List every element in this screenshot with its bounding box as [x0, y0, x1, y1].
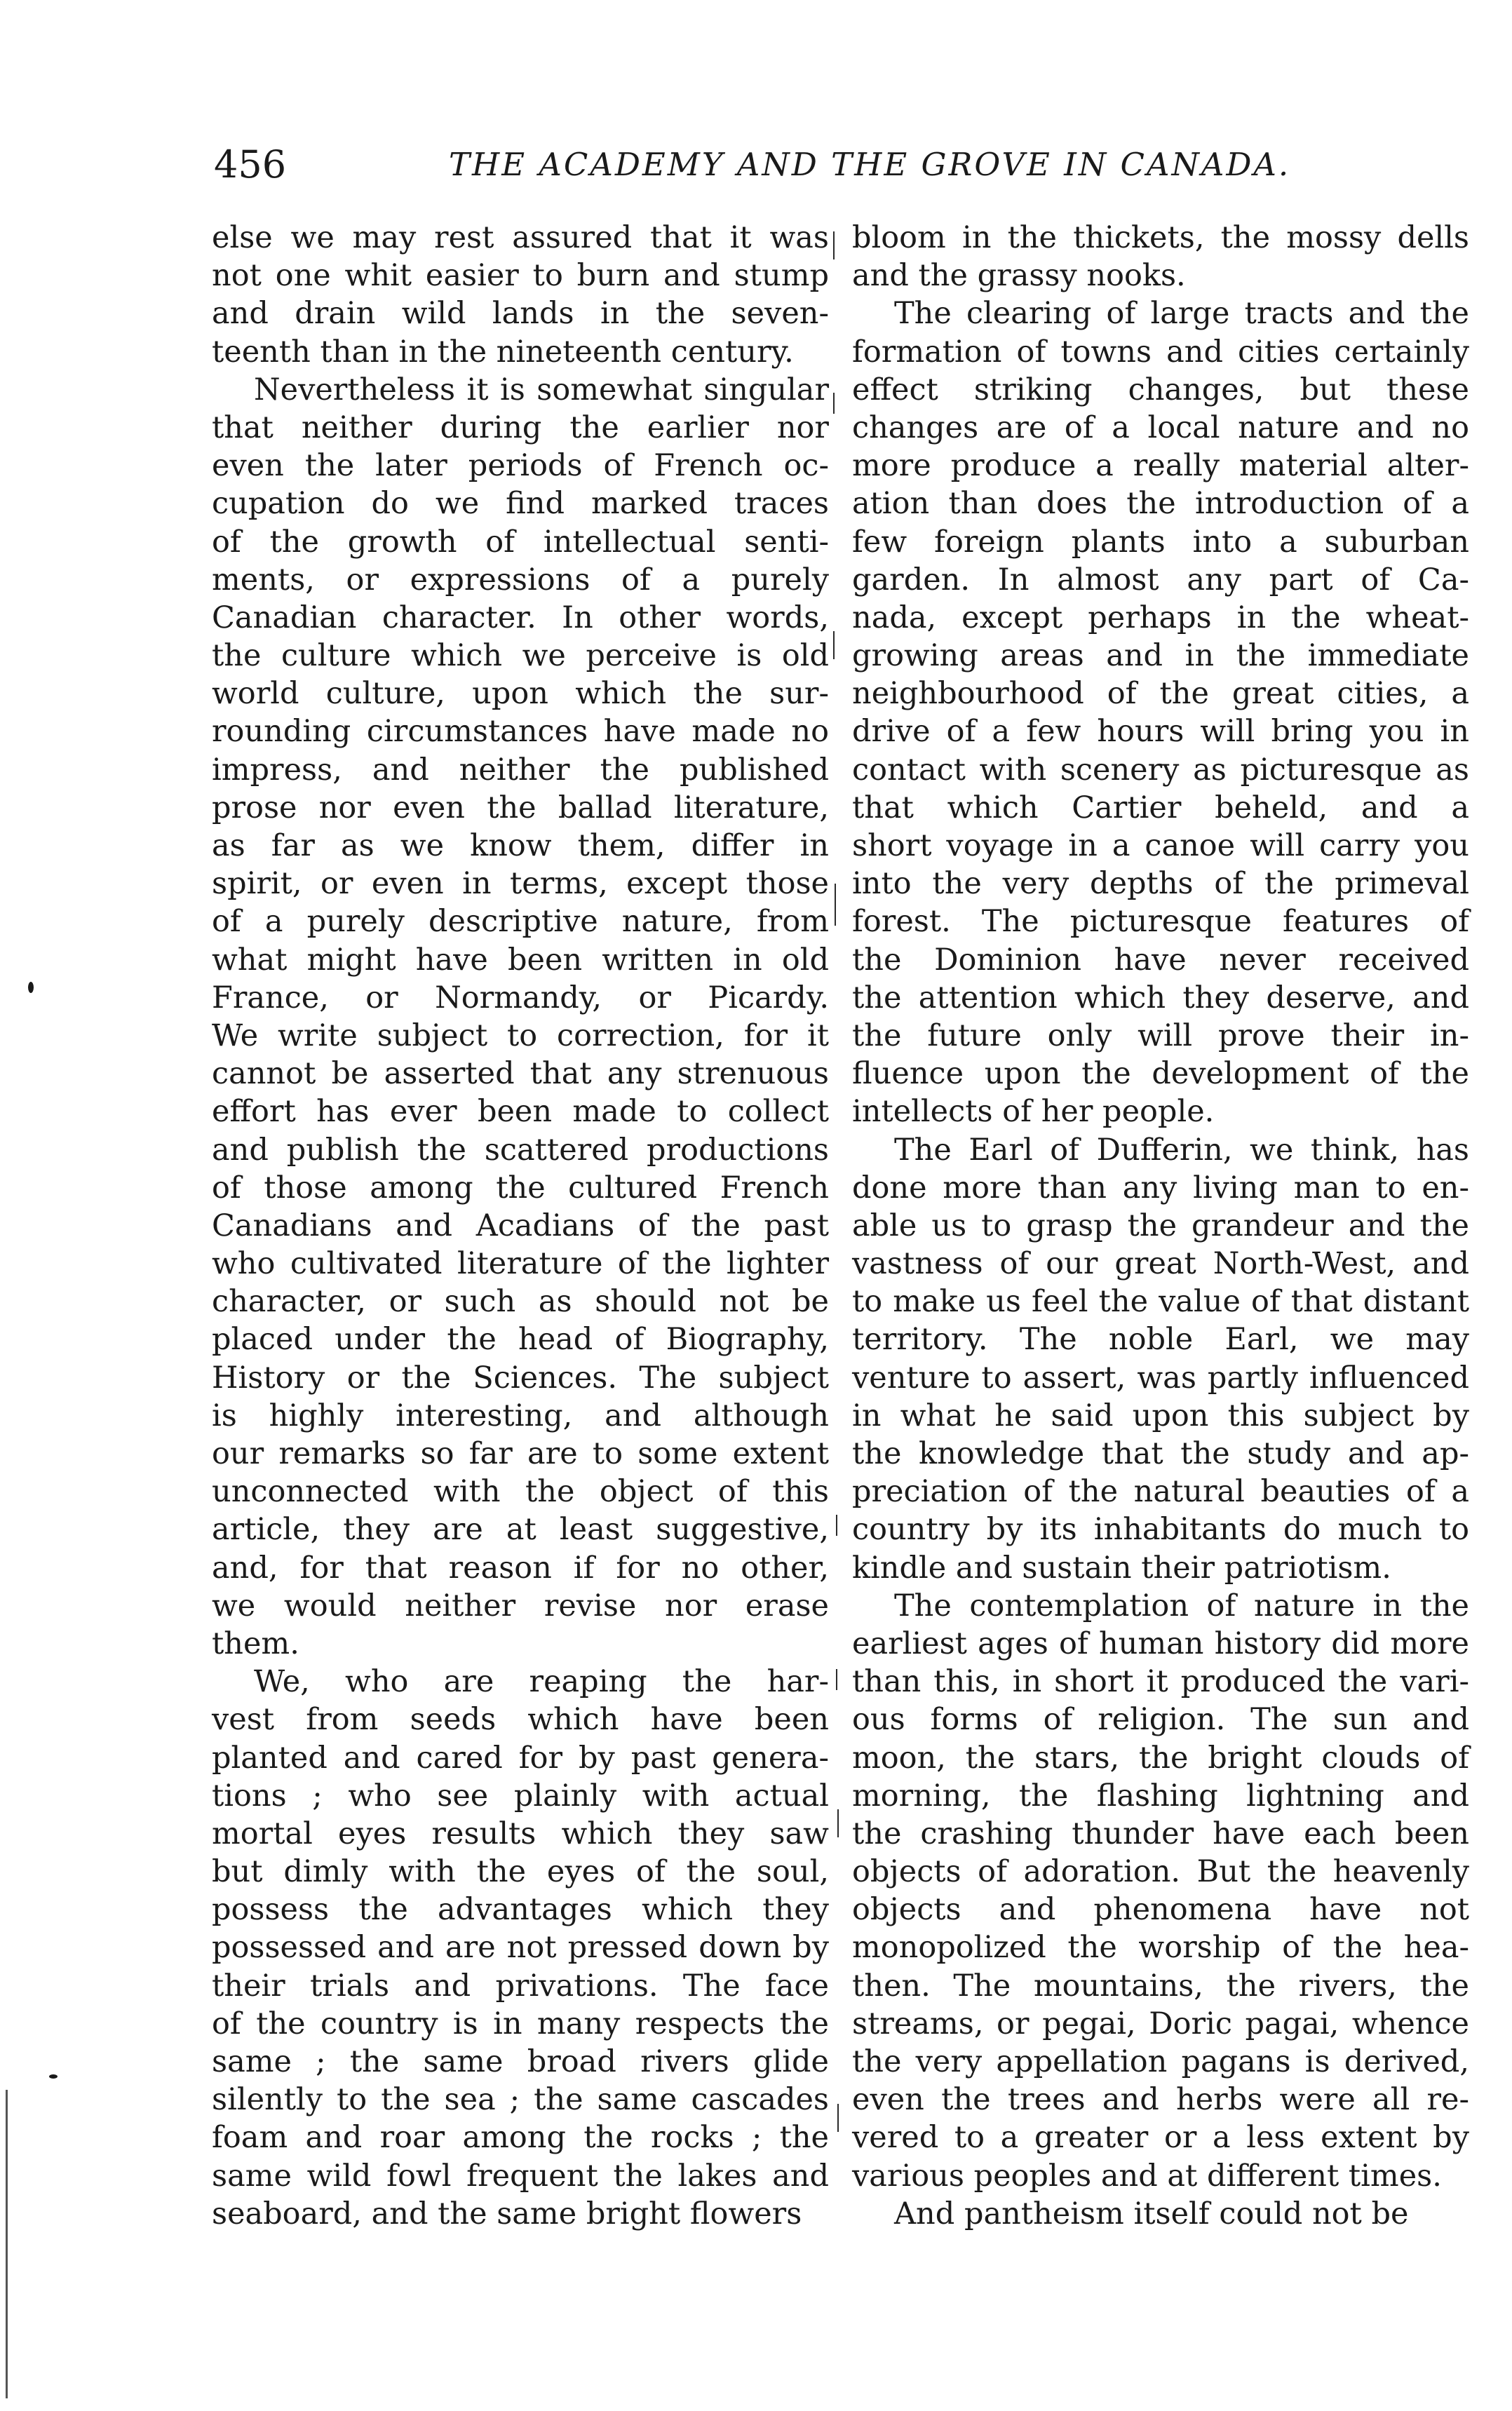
text-line: intellects of her people. — [852, 1094, 1215, 1130]
text-line: the crashing thunder have each been — [852, 1816, 1469, 1851]
text-line: objects of adoration. But the heavenly — [852, 1854, 1469, 1890]
text-line: what might have been written in old — [212, 942, 829, 978]
text-line: their trials and privations. The face — [212, 1968, 829, 2004]
text-line: changes are of a local nature and no — [852, 410, 1469, 445]
page-edge-mark — [6, 2090, 8, 2398]
text-line: who cultivated literature of the lighter — [212, 1246, 829, 1282]
text-line: bloom in the thickets, the mossy dells — [852, 220, 1469, 255]
text-line: to make us feel the value of that distant — [852, 1284, 1469, 1320]
text-line: silently to the sea ; the same cascades — [212, 2082, 829, 2118]
text-line: fluence upon the development of the — [852, 1056, 1469, 1092]
text-line: kindle and sustain their patriotism. — [852, 1550, 1391, 1586]
text-line: Canadian character. In other words, — [212, 600, 829, 635]
text-line: formation of towns and cities certainly — [852, 334, 1469, 370]
column-rule-mark — [837, 2104, 839, 2132]
text-line: Canadians and Acadians of the past — [212, 1208, 829, 1243]
text-line: that which Cartier beheld, and a — [852, 790, 1469, 825]
text-line: tions ; who see plainly with actual — [212, 1778, 829, 1814]
text-line: possessed and are not pressed down by — [212, 1930, 829, 1966]
text-line: unconnected with the object of this — [212, 1474, 829, 1510]
text-line: the Dominion have never received — [852, 942, 1469, 978]
text-line: character, or such as should not be — [212, 1284, 829, 1320]
text-line: then. The mountains, the rivers, the — [852, 1968, 1469, 2004]
text-line: more produce a really material alter- — [852, 448, 1469, 484]
text-line: done more than any living man to en- — [852, 1170, 1469, 1206]
left-column — [212, 219, 829, 2233]
text-line: ous forms of religion. The sun and — [852, 1702, 1469, 1738]
text-line: world culture, upon which the sur- — [212, 676, 829, 712]
text-line: that neither during the earlier nor — [212, 410, 829, 445]
text-line: Nevertheless it is somewhat singular — [254, 372, 829, 407]
text-line: of those among the cultured French — [212, 1170, 829, 1206]
text-line: moon, the stars, the bright clouds of — [852, 1740, 1469, 1776]
text-line: and the grassy nooks. — [852, 258, 1186, 294]
text-line: ments, or expressions of a purely — [212, 562, 829, 597]
text-line: vered to a greater or a less extent by — [852, 2120, 1469, 2156]
column-rule-mark — [833, 631, 835, 659]
running-title: THE ACADEMY AND THE GROVE IN CANADA. — [449, 146, 1291, 183]
column-rule-mark — [837, 1809, 839, 1837]
text-line: earliest ages of human history did more — [852, 1626, 1469, 1661]
text-line: cannot be asserted that any strenuous — [212, 1056, 829, 1092]
text-line: even the trees and herbs were all re- — [852, 2082, 1469, 2118]
text-line: and, for that reason if for no other, — [212, 1550, 829, 1586]
text-line: than this, in short it produced the vari- — [852, 1664, 1469, 1700]
text-line: nada, except perhaps in the wheat- — [852, 600, 1469, 635]
text-line: planted and cared for by past genera- — [212, 1740, 829, 1776]
text-line: and drain wild lands in the seven- — [212, 296, 829, 332]
text-line: not one whit easier to burn and stump — [212, 258, 829, 294]
text-line: the future only will prove their in- — [852, 1018, 1469, 1053]
text-line: the very appellation pagans is derived, — [852, 2044, 1469, 2079]
text-line: but dimly with the eyes of the soul, — [212, 1854, 829, 1890]
text-line: prose nor even the ballad literature, — [212, 790, 829, 825]
text-line: few foreign plants into a suburban — [852, 524, 1469, 560]
text-line: spirit, or even in terms, except those — [212, 866, 829, 902]
text-line: same ; the same broad rivers glide — [212, 2044, 829, 2079]
text-line: vastness of our great North-West, and — [852, 1246, 1469, 1282]
text-line: the culture which we perceive is old — [212, 638, 829, 674]
text-line: drive of a few hours will bring you in — [852, 714, 1469, 750]
text-line: France, or Normandy, or Picardy. — [212, 980, 829, 1015]
column-rule-mark — [836, 1669, 837, 1690]
text-line: The Earl of Dufferin, we think, has — [894, 1132, 1469, 1168]
text-line: the knowledge that the study and ap- — [852, 1436, 1469, 1471]
text-line: in what he said upon this subject by — [852, 1398, 1469, 1433]
text-line: objects and phenomena have not — [852, 1892, 1469, 1928]
text-line: growing areas and in the immediate — [852, 638, 1469, 674]
text-line: into the very depths of the primeval — [852, 866, 1469, 902]
text-line: as far as we know them, differ in — [212, 828, 829, 863]
text-line: we would neither revise nor erase — [212, 1588, 829, 1623]
text-line: preciation of the natural beauties of a — [852, 1474, 1469, 1510]
text-line: of the growth of intellectual senti- — [212, 524, 829, 560]
text-line: placed under the head of Biography, — [212, 1322, 829, 1358]
text-line: morning, the flashing lightning and — [852, 1778, 1469, 1814]
text-line: contact with scenery as picturesque as — [852, 752, 1469, 788]
text-line: venture to assert, was partly influenced — [852, 1360, 1469, 1396]
text-line: even the later periods of French oc- — [212, 448, 829, 484]
column-rule-mark — [833, 231, 835, 259]
text-line: impress, and neither the published — [212, 752, 829, 788]
text-line: possess the advantages which they — [212, 1892, 829, 1928]
text-line: article, they are at least suggestive, — [212, 1512, 829, 1548]
text-line: country by its inhabitants do much to — [852, 1512, 1469, 1548]
margin-speck — [28, 982, 34, 993]
text-line: else we may rest assured that it was — [212, 220, 829, 255]
text-line: teenth than in the nineteenth century. — [212, 334, 794, 370]
page-number: 456 — [214, 142, 287, 187]
text-line: vest from seeds which have been — [212, 1702, 829, 1738]
text-line: rounding circumstances have made no — [212, 714, 829, 750]
text-line: short voyage in a canoe will carry you — [852, 828, 1469, 863]
text-line: ation than does the introduction of a — [852, 486, 1469, 522]
text-line: of the country is in many respects the — [212, 2006, 829, 2041]
text-line: effort has ever been made to collect — [212, 1094, 829, 1130]
text-line: our remarks so far are to some extent — [212, 1436, 829, 1471]
text-line: The contemplation of nature in the — [894, 1588, 1469, 1623]
text-line: streams, or pegai, Doric pagai, whence — [852, 2006, 1469, 2041]
text-line: able us to grasp the grandeur and the — [852, 1208, 1469, 1243]
margin-speck — [49, 2074, 58, 2079]
text-line: History or the Sciences. The subject — [212, 1360, 829, 1396]
text-line: seaboard, and the same bright flowers — [212, 2196, 802, 2231]
text-line: and publish the scattered productions — [212, 1132, 829, 1168]
text-line: effect striking changes, but these — [852, 372, 1469, 407]
text-line: cupation do we find marked traces — [212, 486, 829, 522]
text-line: And pantheism itself could not be — [894, 2196, 1409, 2231]
text-line: same wild fowl frequent the lakes and — [212, 2158, 829, 2194]
text-line: forest. The picturesque features of — [852, 904, 1469, 940]
text-line: garden. In almost any part of Ca- — [852, 562, 1469, 597]
text-line: foam and roar among the rocks ; the — [212, 2120, 829, 2156]
text-line: mortal eyes results which they saw — [212, 1816, 829, 1851]
text-line: is highly interesting, and although — [212, 1398, 829, 1433]
right-column — [852, 219, 1469, 2233]
column-rule-mark — [835, 884, 836, 926]
text-line: of a purely descriptive nature, from — [212, 904, 829, 940]
text-line: We, who are reaping the har- — [254, 1664, 829, 1700]
text-line: The clearing of large tracts and the — [894, 296, 1469, 332]
column-rule-mark — [836, 1515, 837, 1536]
text-line: the attention which they deserve, and — [852, 980, 1469, 1015]
text-line: them. — [212, 1626, 299, 1661]
text-line: neighbourhood of the great cities, a — [852, 676, 1469, 712]
text-line: various peoples and at different times. — [852, 2158, 1442, 2194]
text-line: monopolized the worship of the hea- — [852, 1930, 1469, 1966]
text-line: territory. The noble Earl, we may — [852, 1322, 1469, 1358]
text-line: We write subject to correction, for it — [212, 1018, 829, 1053]
column-rule-mark — [833, 393, 835, 414]
